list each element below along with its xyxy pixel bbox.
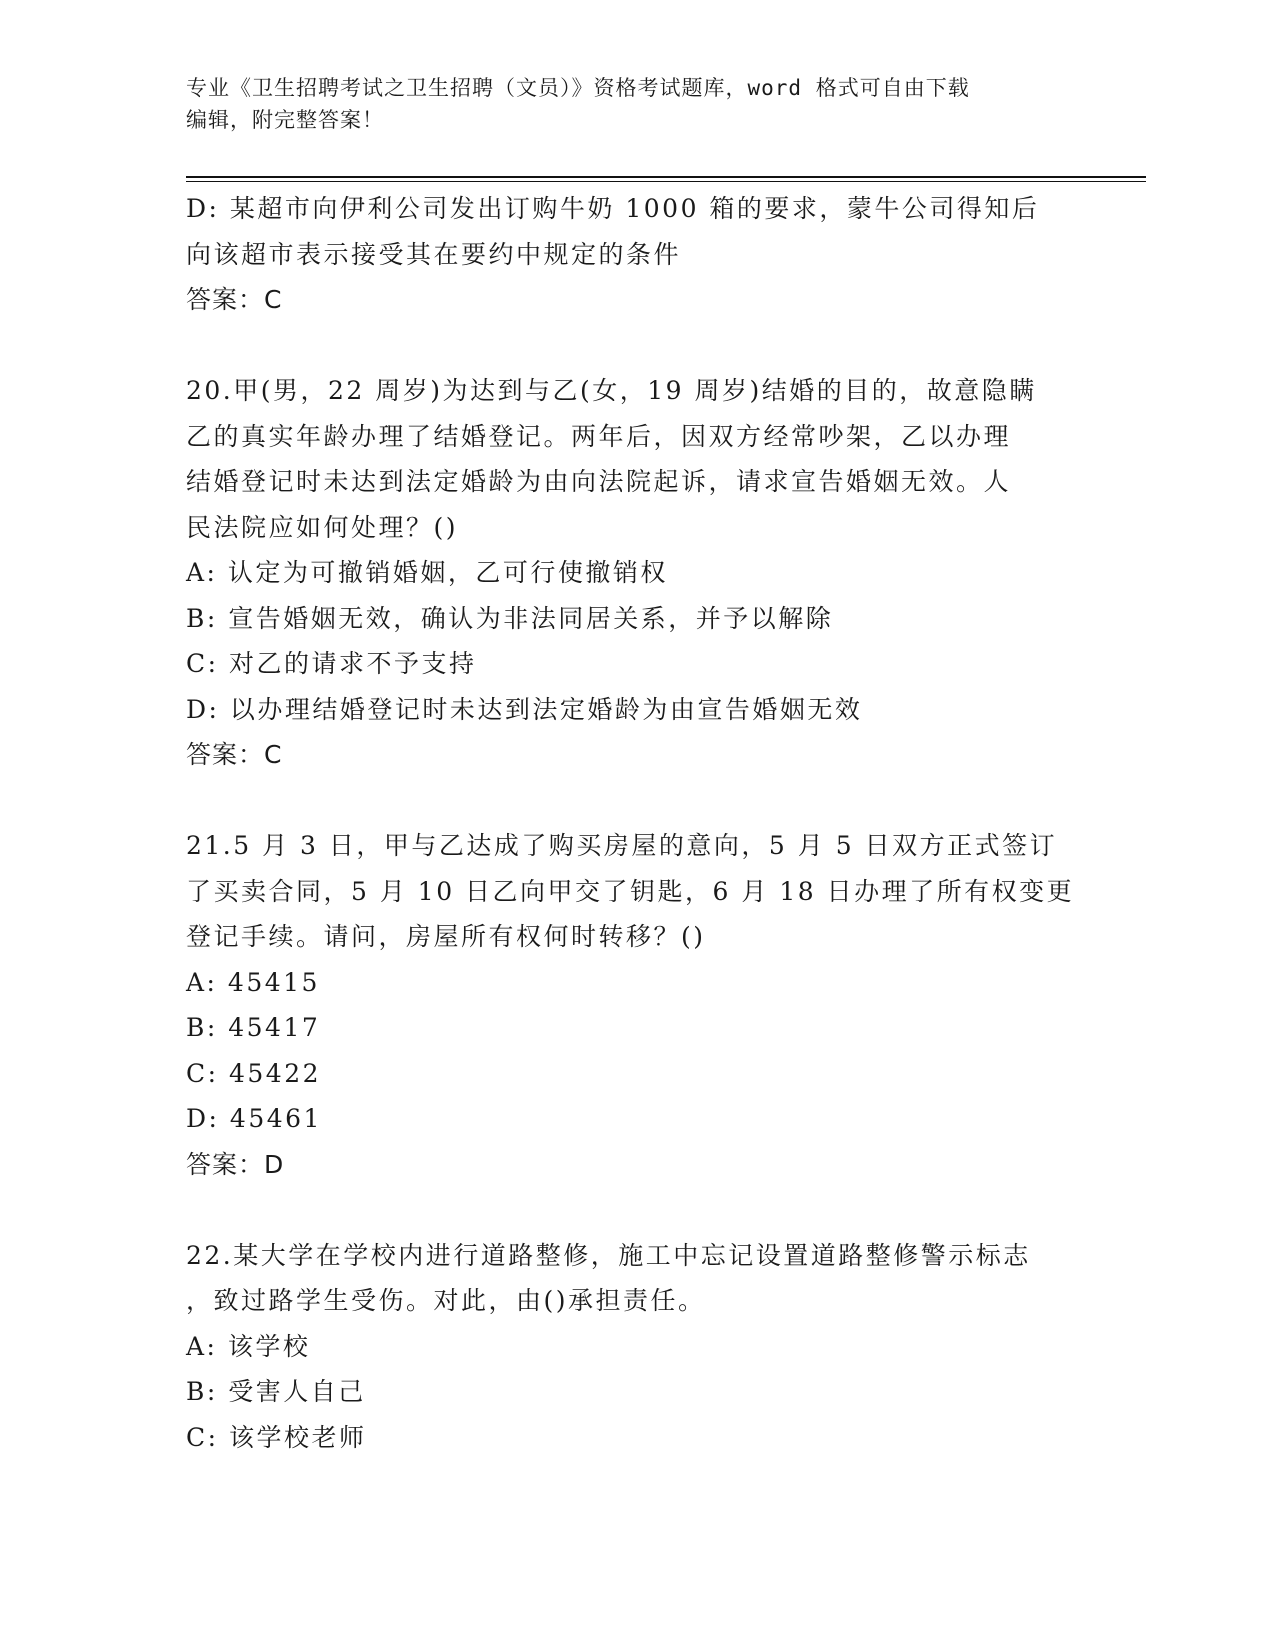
option-d: D: 45461 <box>186 1104 322 1133</box>
question-stem-line: 20.甲(男，22 周岁)为达到与乙(女，19 周岁)结婚的目的，故意隐瞒 <box>186 376 1037 405</box>
previous-question-tail <box>186 186 1086 323</box>
question-stem-line: 民法院应如何处理？() <box>186 512 459 542</box>
question-stem-line: 结婚登记时未达到法定婚龄为由向法院起诉，请求宣告婚姻无效。人 <box>186 467 1012 496</box>
option-d: D: 以办理结婚登记时未达到法定婚龄为由宣告婚姻无效 <box>186 694 863 724</box>
question-stem-line: 22.某大学在学校内进行道路整修，施工中忘记设置道路整修警示标志 <box>186 1240 1031 1270</box>
option-b: B: 45417 <box>186 1013 321 1042</box>
question-stem-line: ，致过路学生受伤。对此，由()承担责任。 <box>186 1286 706 1315</box>
header-line-2: 编辑，附完整答案！ <box>186 108 384 132</box>
spacer <box>186 1187 1086 1233</box>
header-rule-thin <box>186 181 1146 182</box>
header-line-1: 专业《卫生招聘考试之卫生招聘（文员）》资格考试题库，word 格式可自由下载 <box>186 76 970 100</box>
answer-text: 答案：D <box>186 1149 285 1179</box>
document-body <box>186 186 1086 1460</box>
option-c: C: 45422 <box>186 1058 322 1088</box>
question-stem-line: 登记手续。请问，房屋所有权何时转移？() <box>186 922 706 951</box>
option-c: C: 该学校老师 <box>186 1422 367 1452</box>
spacer <box>186 323 1086 369</box>
question-20 <box>186 368 1086 778</box>
document-header <box>186 72 1086 136</box>
question-21 <box>186 823 1086 1187</box>
spacer <box>186 778 1086 824</box>
question-22 <box>186 1233 1086 1461</box>
option-d-line-1: D: 某超市向伊利公司发出订购牛奶 1000 箱的要求，蒙牛公司得知后 <box>186 194 1040 223</box>
option-b: B: 受害人自己 <box>186 1377 366 1406</box>
question-stem-line: 21.5 月 3 日，甲与乙达成了购买房屋的意向，5 月 5 日双方正式签订 <box>186 831 1058 860</box>
option-d-line-2: 向该超市表示接受其在要约中规定的条件 <box>186 239 682 269</box>
option-a: A: 该学校 <box>186 1331 311 1361</box>
option-a: A: 认定为可撤销婚姻，乙可行使撤销权 <box>186 558 668 587</box>
option-a: A: 45415 <box>186 967 320 997</box>
answer-text: 答案：C <box>186 740 283 769</box>
option-b: B: 宣告婚姻无效，确认为非法同居关系，并予以解除 <box>186 603 834 633</box>
question-stem-line: 了买卖合同，5 月 10 日乙向甲交了钥匙，6 月 18 日办理了所有权变更 <box>186 876 1075 906</box>
option-c: C: 对乙的请求不予支持 <box>186 649 477 678</box>
answer-text: 答案：C <box>186 285 283 314</box>
question-stem-line: 乙的真实年龄办理了结婚登记。两年后，因双方经常吵架，乙以办理 <box>186 421 1012 451</box>
header-rule-thick <box>186 176 1146 178</box>
